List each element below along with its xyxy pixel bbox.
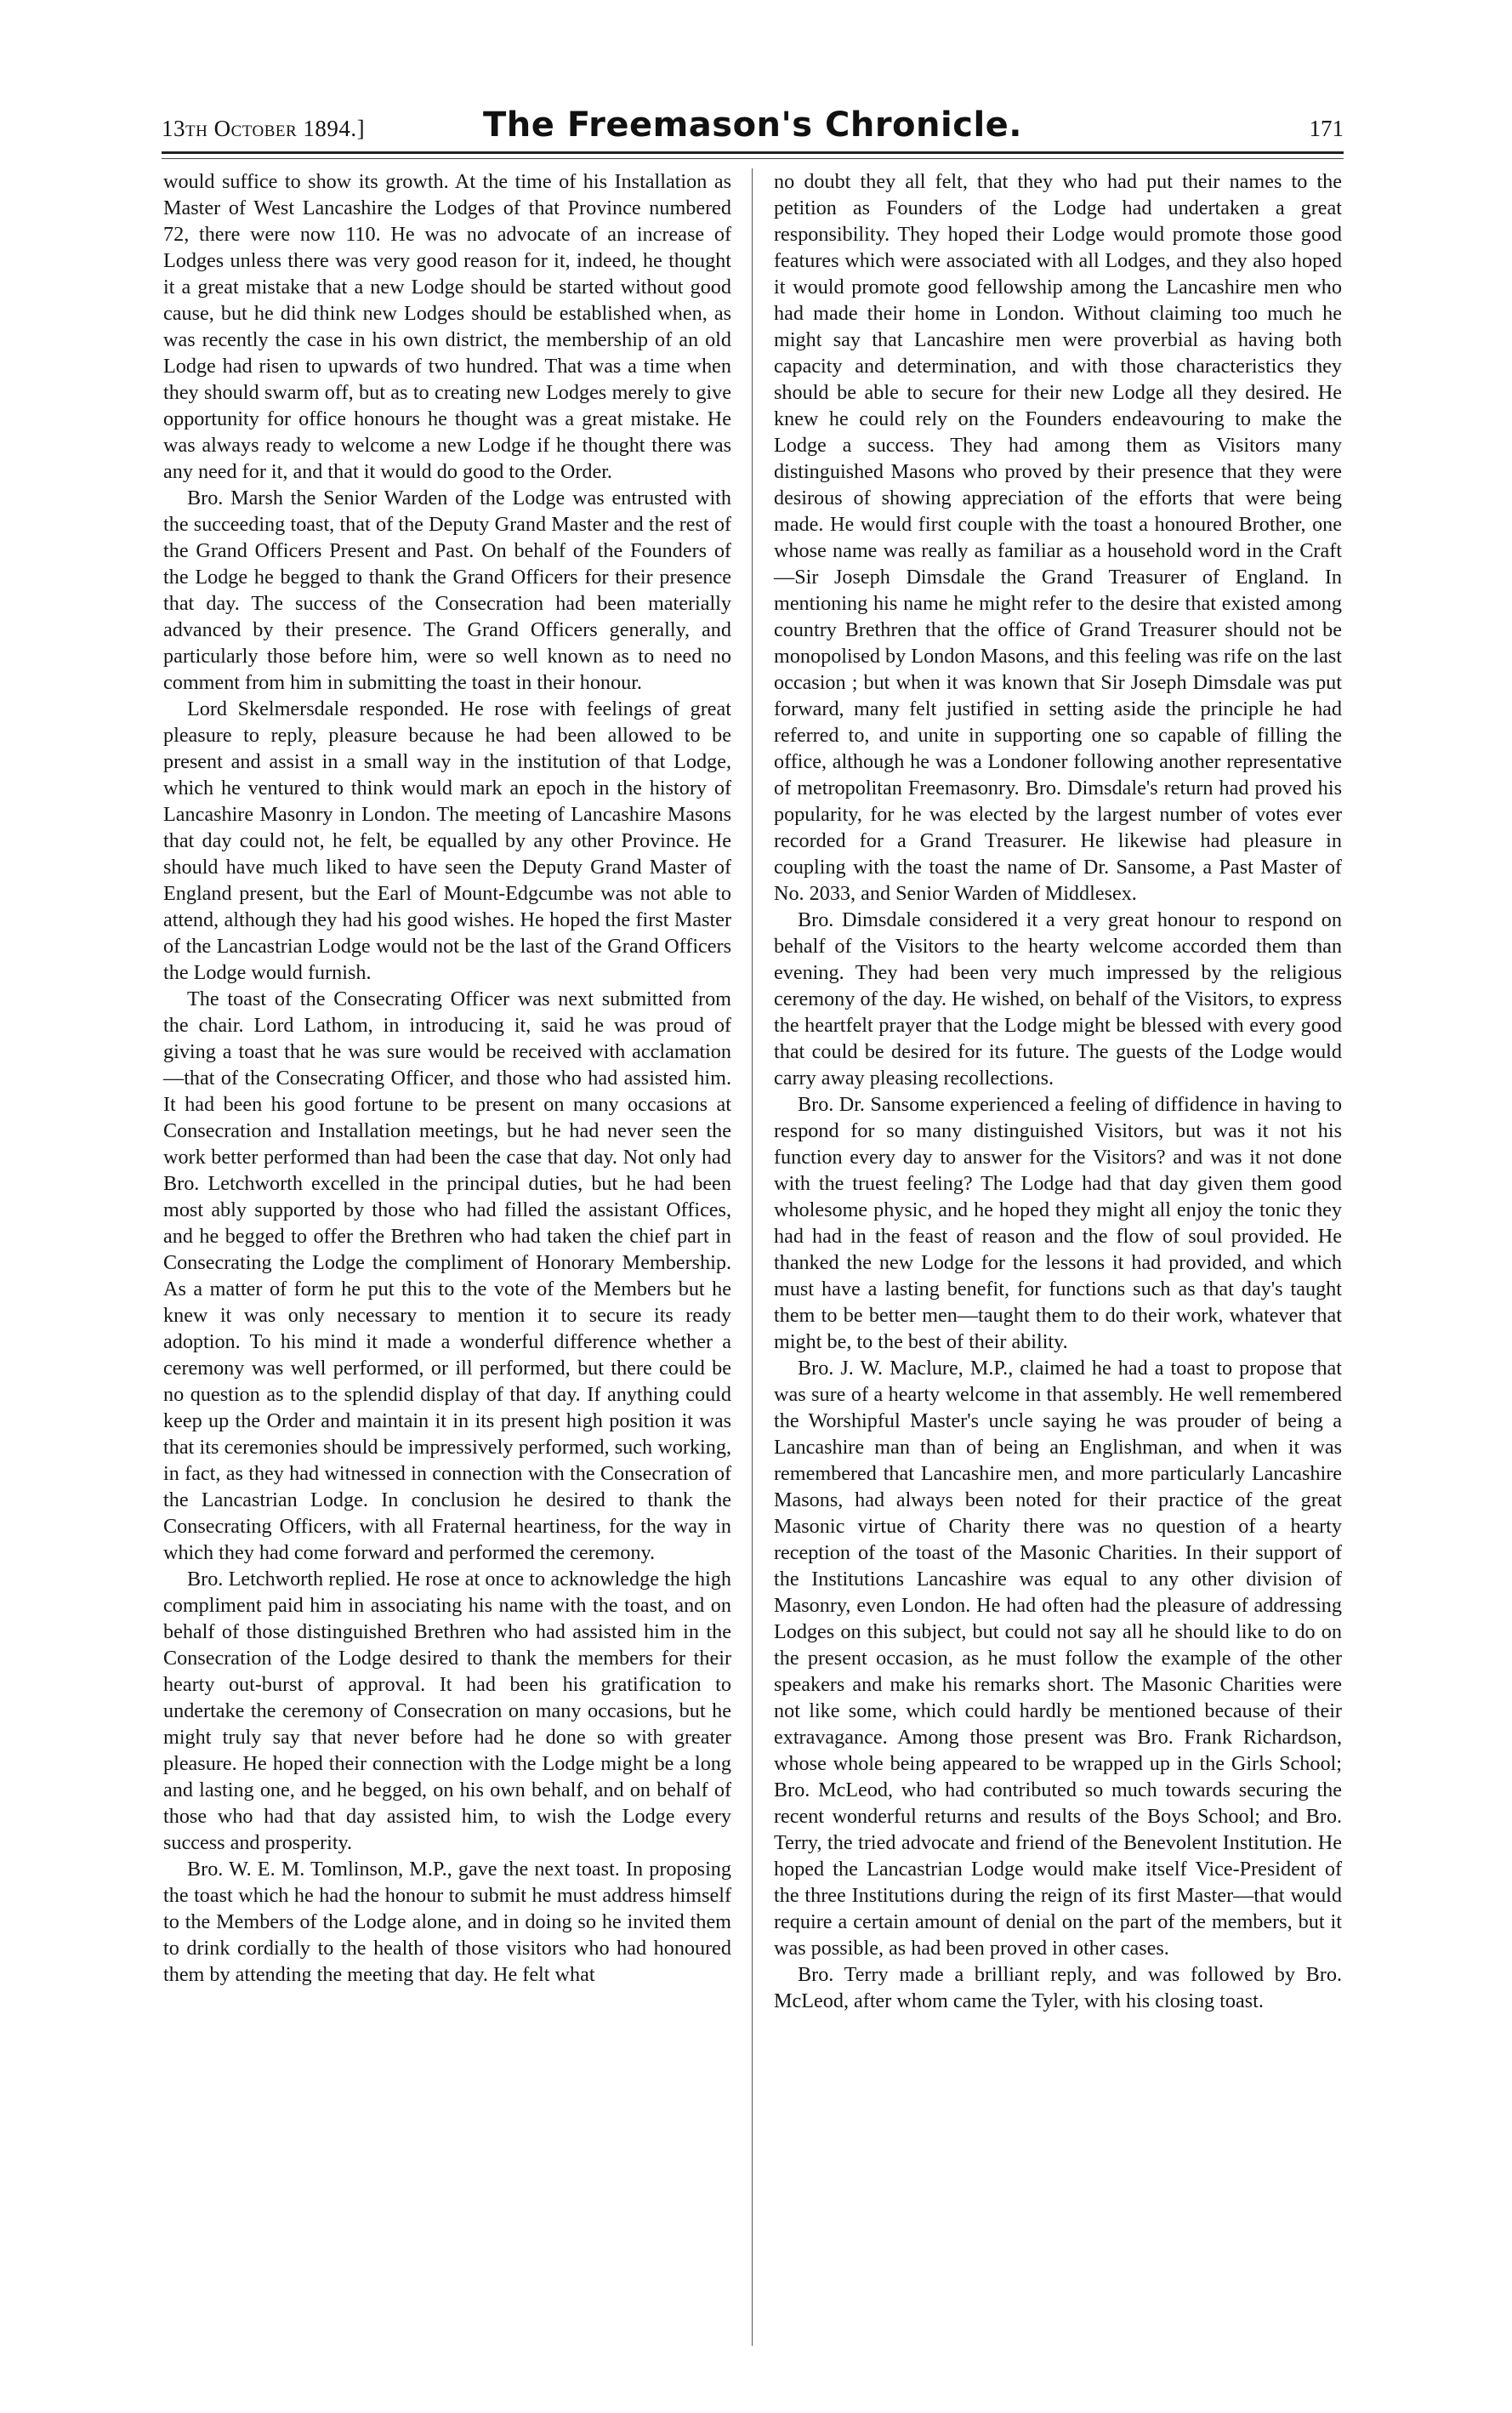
paragraph: Bro. Marsh the Senior Warden of the Lodge was entrusted with the succeeding toast, that of the Deputy Grand Master and the rest of the Grand Officers Present and Past. On behalf of the Founders of the Lodge he begged to thank the Grand Officers for their presence that day. The success of the Consecration had been materially advanced by their presence. The Grand Officers generally, and particularly those before him, were so well known as to need no comment from him in submitting the toast in their honour. [163, 487, 731, 694]
column-divider [752, 168, 753, 2346]
paragraph: Bro. J. W. Maclure, M.P., claimed he had a toast to propose that was sure of a hearty welcome in that assembly. He well remembered the Worshipful Master's uncle saying he was prouder of being a Lancashire man than of being an Englishman, and when it was remembered that Lancashire men, and more particularly Lancashire Masons, had always been noted for their practice of the great Masonic virtue of Charity there was no question of a hearty reception of the toast of the Masonic Charities. In their support of the Institutions Lancashire was equal to any other division of Masonry, even London. He had often had the pleasure of addressing Lodges on this subject, but could not say all he should like to do on the present occasion, as he must follow the example of the other speakers and make his remarks short. The Masonic Charities were not like some, which could hardly be mentioned because of their extravagance. Among those present was Bro. Frank Richardson, whose whole being appeared to be wrapped up in the Girls School; Bro. McLeod, who had contributed so much towards securing the recent wonderful returns and results of the Boys School; and Bro. Terry, the tried advocate and friend of the Benevolent Institution. He hoped the Lancastrian Lodge would make itself Vice-President of the three Institutions during the reign of its first Master—that would require a certain amount of denial on the part of the members, but it was possible, as had been proved in other cases. [774, 1357, 1342, 1960]
header-rule-thin [162, 158, 1344, 159]
paragraph: Bro. W. E. M. Tomlinson, M.P., gave the next toast. In proposing the toast which he had the honour to submit he must address himself to the Members of the Lodge alone, and in doing so he invited them to drink cordially to the health of those visitors who had honoured them by attending the meeting that day. He felt what [163, 1858, 731, 1986]
paragraph: no doubt they all felt, that they who had put their names to the petition as Founders of the Lodge had undertaken a great responsibility. They hoped their Lodge would promote those good features which were associated with all Lodges, and they also hoped it would promote good fellowship among the Lancashire men who had made their home in London. Without claiming too much he might say that Lancashire men were proverbial as having both capacity and determination, and with those characteristics they should be able to secure for their new Lodge all they desired. He knew he could rely on the Founders endeavouring to make the Lodge a success. They had among them as Visitors many distinguished Masons who proved by their presence that they were desirous of showing appreciation of the efforts that were being made. He would first couple with the toast a honoured Brother, one whose name was really as familiar as a household word in the Craft—Sir Joseph Dimsdale the Grand Treasurer of England. In mentioning his name he might refer to the desire that existed among country Brethren that the office of Grand Treasurer should not be monopolised by London Masons, and this feeling was rife on the last occasion ; but when it was known that Sir Joseph Dimsdale was put forward, many felt justified in setting aside the principle he had referred to, and unite in supporting one so capable of filling the office, although he was a Londoner following another representative of metropolitan Freemasonry. Bro. Dimsdale's return had proved his popularity, for he was elected by the largest number of votes ever recorded for a Grand Treasurer. He likewise had pleasure in coupling with the toast the name of Dr. Sansome, a Past Master of No. 2033, and Senior Warden of Middlesex. [774, 170, 1342, 905]
right-column [774, 168, 1342, 2014]
page-header [162, 105, 1344, 150]
paragraph: Bro. Dimsdale considered it a very great honour to respond on behalf of the Visitors to the hearty welcome accorded them than evening. They had been very much impressed by the religious ceremony of the day. He wished, on behalf of the Visitors, to express the heartfelt prayer that the Lodge might be blessed with every good that could be desired for its future. The guests of the Lodge would carry away pleasing recollections. [774, 908, 1342, 1090]
issue-date: 13th October 1894.] [162, 116, 366, 141]
paragraph: Bro. Dr. Sansome experienced a feeling of diffidence in having to respond for so many distinguished Visitors, but was it not his function every day to answer for the Visitors? and was it not done with the truest feeling? The Lodge had that day given them good wholesome physic, and he hoped they might all enjoy the tonic they had had in the feast of reason and the flow of soul provided. He thanked the new Lodge for the lessons it had provided, and which must have a lasting benefit, for functions such as that day's taught them to be better men—taught them to do their work, whatever that might be, to the best of their ability. [774, 1093, 1342, 1353]
paragraph: would suffice to show its growth. At the time of his Installation as Master of West Lancashire the Lodges of that Province numbered 72, there were now 110. He was no advocate of an increase of Lodges unless there was very good reason for it, indeed, he thought it a great mistake that a new Lodge should be started without good cause, but he did think new Lodges should be established when, as was recently the case in his own district, the membership of an old Lodge had risen to upwards of two hundred. That was a time when they should swarm off, but as to creating new Lodges merely to give opportunity for office honours he thought was a great mistake. He was always ready to welcome a new Lodge if he thought there was any need for it, and that it would do good to the Order. [163, 170, 731, 483]
left-column [163, 168, 731, 1988]
page-number: 171 [1309, 116, 1344, 141]
paragraph: The toast of the Consecrating Officer was next submitted from the chair. Lord Lathom, in introducing it, said he was proud of giving a toast that he was sure would be received with acclamation—that of the Consecrating Officer, and those who had assisted him. It had been his good fortune to be present on many occasions at Consecration and Installation meetings, but he had never seen the work better performed than had been the case that day. Not only had Bro. Letchworth excelled in the principal duties, but he had been most ably supported by those who had filled the assistant Offices, and he begged to offer the Brethren who had taken the chief part in Consecrating the Lodge the compliment of Honorary Membership. As a matter of form he put this to the vote of the Members but he knew it was only necessary to mention it to secure its ready adoption. To his mind it made a wonderful difference whether a ceremony was well performed, or ill performed, but there could be no question as to the splendid display of that day. If anything could keep up the Order and maintain it in its present high position it was that its ceremonies should be impressively performed, such working, in fact, as they had witnessed in connection with the Consecration of the Lancastrian Lodge. In conclusion he desired to thank the Consecrating Officers, with all Fraternal heartiness, for the way in which they had come forward and performed the ceremony. [163, 987, 731, 1564]
paragraph: Bro. Letchworth replied. He rose at once to acknowledge the high compliment paid him in associating his name with the toast, and on behalf of those distinguished Brethren who had assisted him in the Consecration of the Lodge desired to thank the members for their hearty out-burst of approval. It had been his gratification to undertake the ceremony of Consecration on many occasions, but he might truly say that never before had he done so with greater pleasure. He hoped their connection with the Lodge might be a long and lasting one, and he begged, on his own behalf, and on behalf of those who had that day assisted him, to wish the Lodge every success and prosperity. [163, 1568, 731, 1854]
header-rule-thick [162, 151, 1344, 154]
paragraph: Lord Skelmersdale responded. He rose with feelings of great pleasure to reply, pleasure because he had been allowed to be present and assist in a small way in the institution of that Lodge, which he ventured to think would mark an epoch in the history of Lancashire Masonry in London. The meeting of Lancashire Masons that day could not, he felt, be equalled by any other Province. He should have much liked to have seen the Deputy Grand Master of England present, but the Earl of Mount-Edgcumbe was not able to attend, although they had his good wishes. He hoped the first Master of the Lancastrian Lodge would not be the last of the Grand Officers the Lodge would furnish. [163, 697, 731, 984]
paragraph: Bro. Terry made a brilliant reply, and was followed by Bro. McLeod, after whom came the Tyler, with his closing toast. [774, 1963, 1342, 2012]
masthead-title: The Freemason's Chronicle. [483, 105, 1022, 145]
